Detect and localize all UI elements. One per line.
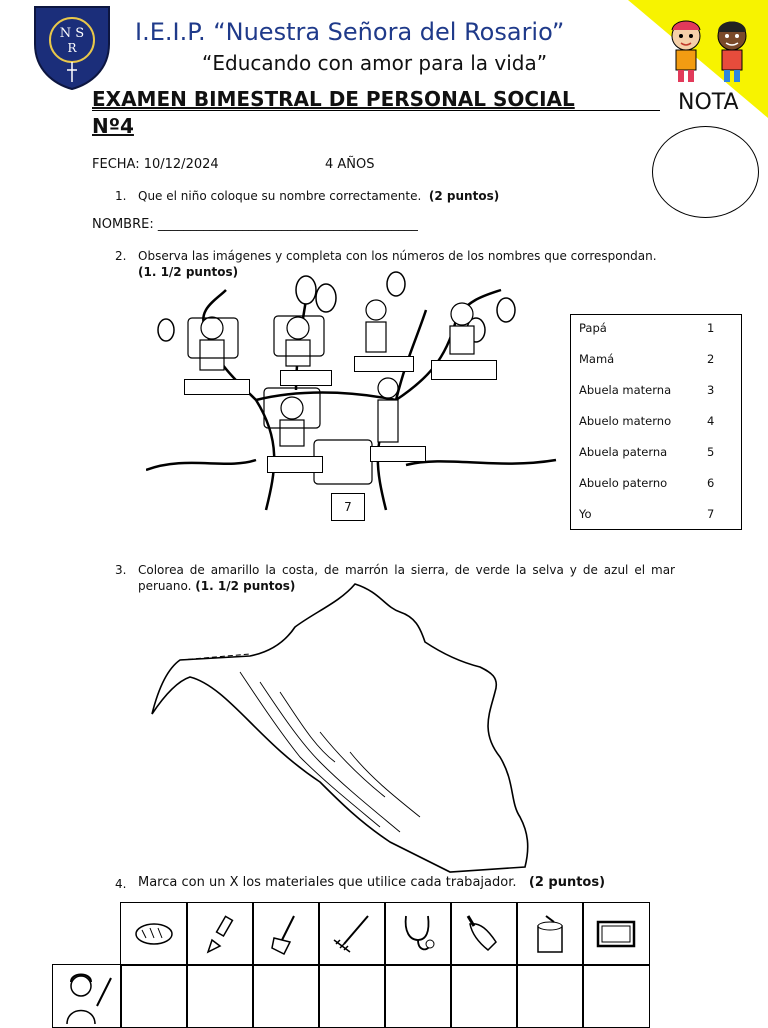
nombre-field[interactable]: NOMBRE: ________________________________________ [92,217,418,232]
q4-text [138,874,676,891]
answer-box-papa[interactable] [267,456,323,473]
answer-box-mama[interactable] [370,446,426,462]
worker-cell-teacher [52,964,122,1028]
answer-cell[interactable] [120,964,188,1028]
teacher-icon [57,968,117,1024]
tool-cell [186,902,254,966]
q2-points: (1. 1/2 puntos) [138,265,239,279]
q3-number: 3. [115,563,127,577]
children-illustration [660,14,760,86]
family-key-number: 5 [707,445,715,459]
answer-box-yo[interactable]: 7 [331,493,365,521]
q4-number: 4. [115,877,127,891]
stethoscope-icon [396,912,440,956]
family-key-name: Abuela paterna [579,445,668,459]
q1-number: 1. [115,189,127,203]
chalk-hand-icon [462,912,506,956]
family-key-number: 6 [707,476,715,490]
answer-cell[interactable] [186,964,254,1028]
svg-text:N S: N S [59,26,85,41]
tool-cell [384,902,452,966]
family-key-number: 7 [707,507,715,521]
answer-cell[interactable] [582,964,650,1028]
peru-map[interactable] [150,582,540,882]
family-key-name: Abuelo materno [579,414,672,428]
title-underline [92,110,660,111]
materials-grid [52,902,656,1024]
answer-cell[interactable] [384,964,452,1028]
q1-points: (2 puntos) [428,189,500,203]
exam-title-line1: EXAMEN BIMESTRAL DE PERSONAL SOCIAL [92,87,575,111]
answer-cell[interactable] [516,964,584,1028]
chalkboard-icon [594,912,638,956]
exam-title-line2: Nº4 [92,114,134,138]
family-tree-illustration [146,270,560,520]
paintbrush-icon [198,912,242,956]
bread-icon [132,912,176,956]
family-key-name: Abuelo paterno [579,476,668,490]
tool-cell [450,902,518,966]
nota-circle[interactable] [652,126,759,218]
family-key-name: Papá [579,321,607,335]
q1-instruction: Que el niño coloque su nombre correctamente. [138,189,422,203]
q4-instruction: Marca con un X los materiales que utilice cada trabajador. [138,875,517,890]
answer-cell[interactable] [318,964,386,1028]
tool-cell [120,902,188,966]
tool-cell [252,902,320,966]
q2-instruction: Observa las imágenes y completa con los números de los nombres que correspondan. [138,249,657,263]
answer-box-abuela-right[interactable] [431,360,497,380]
answer-cell[interactable] [252,964,320,1028]
tool-cell [516,902,584,966]
family-key-name: Yo [579,507,592,521]
answer-box-abuela-left[interactable] [184,379,250,395]
q3-points: (1. 1/2 puntos) [195,579,296,593]
age-label: 4 AÑOS [325,157,375,172]
answer-box-abuelo-right[interactable] [354,356,414,372]
nota-label: NOTA [678,90,739,115]
q3-instruction: Colorea de amarillo la costa, de marrón la sierra, de verde la selva y de azul el mar peruano. [138,563,675,593]
exam-title [92,86,575,140]
svg-text:R: R [67,41,77,55]
tool-cell [318,902,386,966]
school-motto: “Educando con amor para la vida” [202,51,548,75]
family-key-number: 1 [707,321,715,335]
answer-cell[interactable] [450,964,518,1028]
q2-number: 2. [115,249,127,263]
fecha-label: FECHA: 10/12/2024 [92,157,219,172]
paint-bucket-icon [528,912,572,956]
rake-icon [330,912,374,956]
family-key-number: 4 [707,414,715,428]
family-key-name: Mamá [579,352,615,366]
shovel-icon [264,912,308,956]
school-name: I.E.I.P. “Nuestra Señora del Rosario” [135,18,565,46]
q1-text [138,188,678,204]
family-key-box [570,314,742,530]
q4-points: (2 puntos) [528,875,606,890]
tool-cell [582,902,650,966]
school-logo [32,4,112,90]
family-key-name: Abuela materna [579,383,672,397]
family-key-number: 2 [707,352,715,366]
answer-box-abuelo-left[interactable] [280,370,332,386]
family-key-number: 3 [707,383,715,397]
